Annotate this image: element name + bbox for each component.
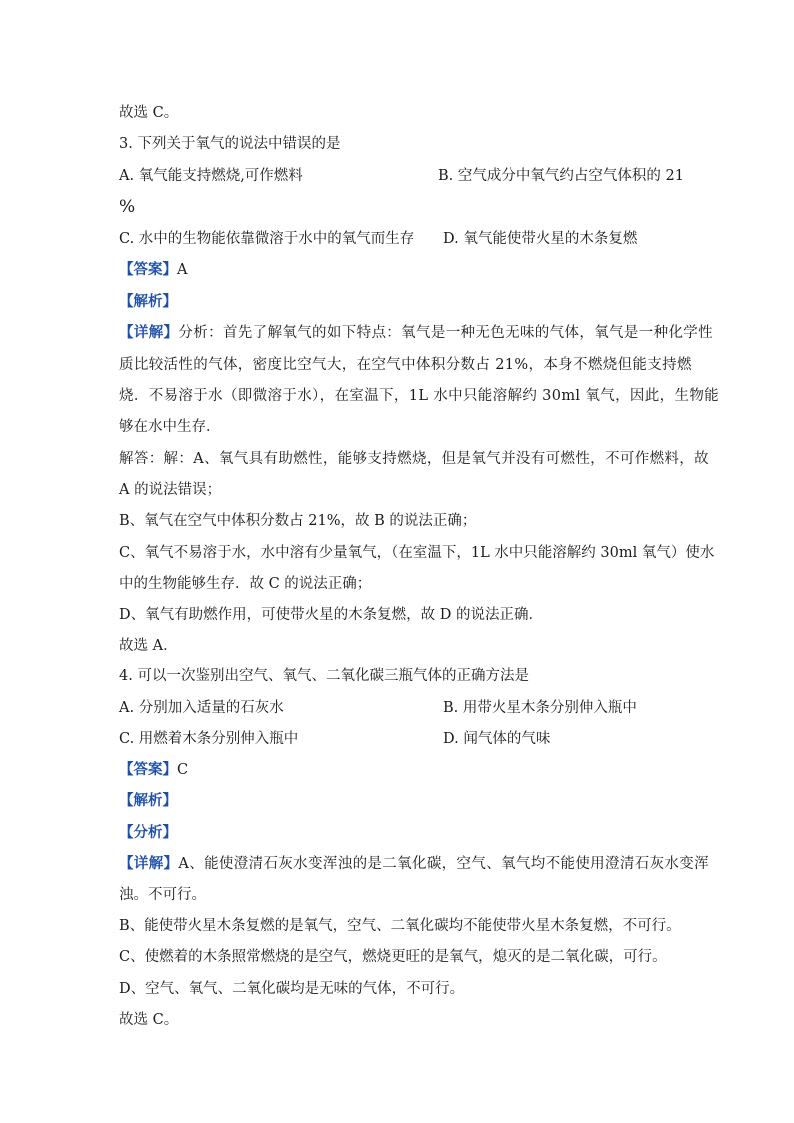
q3-option-b-wrap: % [119, 197, 136, 217]
answer-tag: 【答案】 [119, 261, 177, 278]
q4-conclusion: 故选 C。 [119, 1012, 179, 1028]
q3-solution-line: C、氧气不易溶于水，水中溶有少量氧气，（在室温下，1L 水中只能溶解约 30ml 氧气）使水 [119, 545, 715, 561]
q4-detail-line [119, 854, 709, 874]
q4-option-d: D. 闻气体的气味 [443, 731, 551, 747]
q3-solution-line: A 的说法错误； [119, 482, 222, 498]
answer-value: C [177, 762, 189, 778]
q3-detail-line: 烧．不易溶于水（即微溶于水），在室温下，1L 水中只能溶解约 30ml 氧气，因此，生物能 [119, 388, 720, 404]
answer-value: A [177, 262, 188, 278]
q4-stem: 4. 可以一次鉴别出空气、氧气、二氧化碳三瓶气体的正确方法是 [119, 668, 529, 684]
q3-solution-line: D、氧气有助燃作用，可使带火星的木条复燃，故 D 的说法正确． [119, 607, 543, 623]
q3-solution-line: 故选 A． [119, 638, 178, 654]
q4-option-a: A. 分别加入适量的石灰水 [119, 700, 284, 716]
q3-option-b: B. 空气成分中氧气约占空气体积的 21 [438, 168, 684, 184]
detail-text: 分析：首先了解氧气的如下特点：氧气是一种无色无味的气体，氧气是一种化学性 [178, 325, 714, 341]
detail-tag: 【详解】 [119, 855, 179, 872]
analysis-tag: 【解析】 [119, 293, 177, 310]
q4-detail-line: 浊。不可行。 [119, 887, 206, 903]
q4-option-b: B. 用带火星木条分别伸入瓶中 [443, 700, 637, 716]
q4-option-c: C. 用燃着木条分别伸入瓶中 [119, 731, 299, 747]
detail-tag: 【详解】 [119, 324, 179, 341]
q3-detail-line [119, 323, 713, 343]
q4-detail-line: B、能使带火星木条复燃的是氧气，空气、二氧化碳均不能使带火星木条复燃，不可行。 [119, 918, 681, 934]
q3-analysis-heading [119, 292, 177, 312]
q3-solution-line: 解答：解：A、氧气具有助燃性，能够支持燃烧，但是氧气并没有可燃性，不可作燃料，故 [119, 451, 709, 467]
answer-tag: 【答案】 [119, 761, 177, 778]
q2-conclusion: 故选 C。 [119, 105, 179, 121]
q3-solution-line: 中的生物能够生存．故 C 的说法正确； [119, 576, 372, 592]
fenxi-tag: 【分析】 [119, 824, 177, 841]
q3-answer [119, 260, 187, 280]
detail-text: A、能使澄清石灰水变浑浊的是二氧化碳，空气、氧气均不能使用澄清石灰水变浑 [178, 856, 709, 872]
q3-detail-line: 质比较活性的气体，密度比空气大，在空气中体积分数占 21%，本身不燃烧但能支持燃 [119, 357, 692, 373]
q4-detail-line: D、空气、氧气、二氧化碳均是无味的气体，不可行。 [119, 981, 465, 997]
q4-analysis-heading [119, 791, 177, 811]
q4-detail-line: C、使燃着的木条照常燃烧的是空气，燃烧更旺的是氧气，熄灭的是二氧化碳，可行。 [119, 949, 667, 965]
q4-answer [119, 760, 188, 780]
q3-option-d: D. 氧气能使带火星的木条复燃 [443, 231, 638, 247]
q3-option-a: A. 氧气能支持燃烧,可作燃料 [119, 168, 303, 184]
q3-solution-line: B、氧气在空气中体积分数占 21%，故 B 的说法正确； [119, 513, 477, 529]
q4-fenxi-heading [119, 823, 177, 843]
q3-detail-line: 够在水中生存． [119, 419, 221, 435]
q3-stem: 3. 下列关于氧气的说法中错误的是 [119, 136, 341, 152]
q3-option-c: C. 水中的生物能依靠微溶于水中的氧气而生存 [119, 231, 415, 247]
analysis-tag: 【解析】 [119, 792, 177, 809]
